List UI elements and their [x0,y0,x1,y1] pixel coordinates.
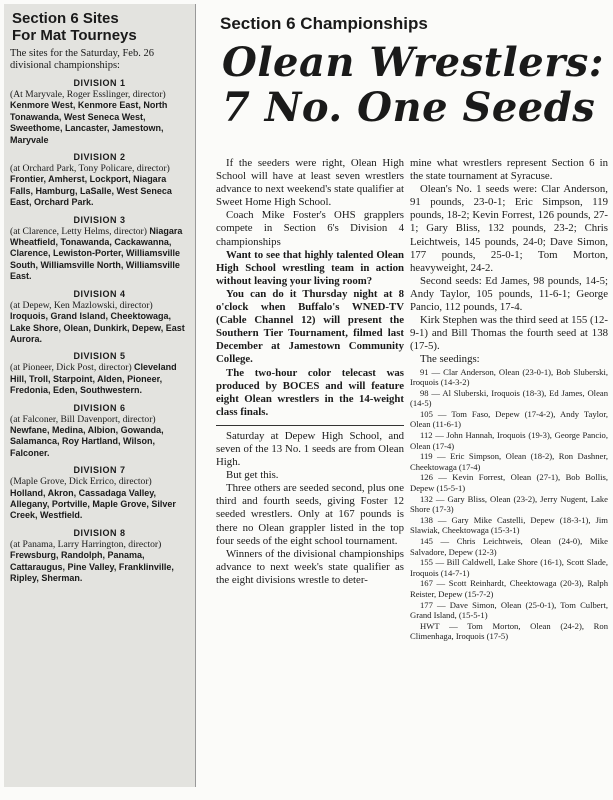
division-teams: Newfane, Medina, Albion, Gowanda, Salamanca, Roy Hartland, Wilson, Falconer. [10,424,164,458]
division-details [10,476,189,522]
seedings-heading: The seedings: [420,353,480,366]
seeding-entry: HWT — Tom Morton, Olean (24-2), Ron Climenhaga, Iroquois (17-5) [410,620,608,642]
article-paragraph: Saturday at Depew High School, and seven of the 13 No. 1 seeds are from Olean High. [216,429,404,469]
division-details [10,300,189,346]
division-heading: DIVISION 5 [73,351,126,362]
main-article [210,2,610,798]
right-column-paragraphs [410,157,608,353]
division-list [10,78,189,584]
division-block [10,152,189,209]
division-teams: Kenmore West, Kenmore East, North Tonawanda, West Seneca West, Sweethome, Lancaster, Jamestown, Maryvale [10,100,168,145]
division-teams: Holland, Akron, Cassadaga Valley, Allegany, Portville, Maple Grove, Silver Creek, Westfield. [10,487,176,521]
division-teams: Iroquois, Grand Island, Cheektowaga, Lake Shore, Olean, Dunkirk, Depew, East Aurora. [10,311,185,344]
sidebar-title-line1: Section 6 Sites [12,10,119,27]
article-column-right [410,157,608,642]
headline-line1: Olean Wrestlers: [222,39,605,86]
article-kicker: Section 6 Championships [220,14,428,33]
article-paragraph: Second seeds: Ed James, 98 pounds, 14-5; Andy Taylor, 105 pounds, 11-6-1; George Pancio, 112 pounds, 17-4. [410,274,608,314]
seeding-entry: 155 — Bill Caldwell, Lake Shore (16-1), Scott Slade, Iroquois (14-7-1) [410,557,608,578]
seeding-entry: 126 — Kevin Forrest, Olean (27-1), Bob Bollis, Depew (15-5-1) [410,472,608,494]
article-paragraph: Coach Mike Foster's OHS grapplers compete in Section 6's Division 4 championships [216,209,404,248]
article-headline [222,40,610,130]
division-block [10,528,189,585]
seeding-entry: 145 — Chris Leichtweis, Olean (24-0), Mike Salvadore, Depew (12-3) [410,536,608,557]
seeding-entry: 105 — Tom Faso, Depew (17-4-2), Andy Taylor, Olean (11-6-1) [410,408,608,430]
division-director: (Maple Grove, Dick Errico, director) [10,476,152,488]
division-director: (At Maryvale, Roger Esslinger, director) [10,89,166,100]
article-paragraph: Want to see that highly talented Olean High School wrestling team in action without leaving your living room? [216,248,404,287]
division-details [10,539,189,585]
division-heading: DIVISION 7 [73,465,126,476]
division-heading: DIVISION 8 [73,527,126,538]
division-details [10,414,189,460]
article-paragraph: Olean's No. 1 seeds were: Clar Anderson, 91 pounds, 23-0-1; Eric Simpson, 119 pounds, 18-2; Kevin Forrest, 126 pounds, 27-1; Gary Bliss, 132 pounds, 23-2; Chris Leichtweis, 145 pounds, 24-0; Dave Simon, 177 pounds, 25-0-1; Tom Morton, heavyweight, 24-2. [410,183,608,274]
division-block [10,78,189,146]
article-paragraph: If the seeders were right, Olean High School will have at least seven wrestlers advance to next weekend's state qualifier at Sweet Home High School. [216,157,404,209]
seeding-entry: 112 — John Hannah, Iroquois (19-3), George Pancio, Olean (17-4) [410,430,608,451]
division-heading: DIVISION 6 [73,402,126,413]
sidebar-sites-box [4,4,196,787]
division-director: (at Orchard Park, Tony Policare, director) [10,163,170,175]
division-block [10,403,189,460]
division-director: (at Falconer, Bill Davenport, director) [10,413,156,425]
seeding-entry: 167 — Scott Reinhardt, Cheektowaga (20-3), Ralph Reister, Depew (15-7-2) [410,578,608,599]
seeding-entry: 119 — Eric Simpson, Olean (18-2), Ron Dashner, Cheektowaga (17-4) [410,451,608,472]
sidebar-intro: The sites for the Saturday, Feb. 26 divisional championships: [10,48,154,71]
division-block [10,351,189,396]
seeding-entry: 98 — Al Sluberski, Iroquois (18-3), Ed James, Olean (14-5) [410,387,608,409]
division-details [10,89,189,146]
division-heading: DIVISION 1 [73,78,126,88]
division-block [10,215,189,283]
article-paragraph: Kirk Stephen was the third seed at 155 (12-9-1) and Bill Thomas the fourth seed at 138 (17-5). [410,314,608,353]
article-paragraph: Winners of the divisional championships advance to next week's state qualifier as the eight divisions wrestle to deter- [216,547,404,586]
division-teams: Frontier, Amherst, Lockport, Niagara Falls, Hamburg, LaSalle, West Seneca East, Orchard Park. [10,174,172,208]
seeding-entry: 132 — Gary Bliss, Olean (23-2), Jerry Nugent, Lake Shore (17-3) [410,493,608,515]
division-details [10,226,189,283]
seeding-entry: 138 — Gary Mike Castelli, Depew (18-3-1), Jim Slawiak, Cheektowaga (15-3-1) [410,514,608,536]
division-director: (at Clarence, Letty Helms, director) [10,225,150,237]
division-heading: DIVISION 2 [73,152,126,163]
division-director: (at Depew, Ken Mazlowski, director) [10,299,153,311]
division-heading: DIVISION 3 [73,214,126,225]
division-director: (at Pioneer, Dick Post, director) [10,362,135,374]
column-rule [216,425,404,426]
division-teams: Niagara Wheatfield, Tonawanda, Cackawanna, Clarence, Lewiston-Porter, Williamsville South, Williamsville North, Williamsville East. [10,225,183,282]
division-director: (at Panama, Larry Harrington, director) [10,538,162,550]
division-heading: DIVISION 4 [73,288,126,299]
division-block [10,289,189,346]
division-block [10,465,189,522]
seedings-list [410,367,608,642]
article-paragraph: But get this. [226,469,279,482]
article-paragraph: The two-hour color telecast was produced by BOCES and will feature eight Olean wrestlers in the 14-weight class finals. [216,366,404,418]
headline-line2: 7 No. One Seeds [222,84,596,131]
seeding-entry: 177 — Dave Simon, Olean (25-0-1), Tom Culbert, Grand Island, (15-5-1) [410,599,608,621]
division-teams: Cleveland Hill, Troll, Starpoint, Alden, Pioneer, Fredonia, Eden, Southwestern. [10,362,177,396]
division-details [10,362,189,396]
sidebar-title-line2: For Mat Tourneys [12,27,137,44]
division-teams: Frewsburg, Randolph, Panama, Cattaraugus, Pine Valley, Franklinville, Ripley, Sherman. [10,550,174,583]
article-column-left [216,157,404,587]
sidebar-title [12,10,189,44]
division-details [10,163,189,209]
article-paragraph: Three others are seeded second, plus one third and fourth seeds, giving Foster 12 seeded wrestlers. Only at 167 pounds is there no Olean grappler listed in the top four seeds of the eight school tournament. [216,482,404,547]
article-paragraph: You can do it Thursday night at 8 o'clock when Buffalo's WNED-TV (Cable Channel 12) will present the Southern Tier Tournament, filmed last December at Jamestown Community College. [216,287,404,366]
seeding-entry: 91 — Clar Anderson, Olean (23-0-1), Bob Sluberski, Iroquois (14-3-2) [410,366,608,388]
article-paragraph: mine what wrestlers represent Section 6 in the state tournament at Syracuse. [410,157,608,183]
